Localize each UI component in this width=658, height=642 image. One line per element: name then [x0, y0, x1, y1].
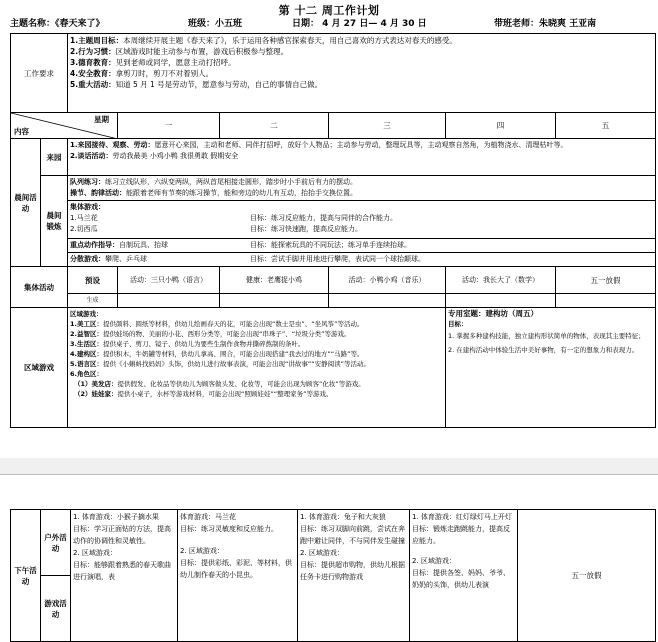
- work-req-line: 4.安全教育：拿剪刀时，剪刀不对着别人。: [70, 69, 214, 78]
- afternoon-mon: 1. 体育游戏：小猴子摘水果 目标：学习正面钻的方法，提高动作的协调性和灵敏性。 2. 区域游戏： 目标：能够跟着熟悉的春天歌曲进行演唱，表: [71, 510, 178, 642]
- special-goal: 2. 在建构活动中体验生活中美好事物，有一定的想象力和表现力。: [448, 346, 639, 354]
- area-line: （2）娃娃家：提供小桌子，水杯等游戏材料，可能会出现“照顾娃娃”“整理家务”等游戏。: [74, 390, 333, 398]
- corner-weekday-label: 星期: [94, 115, 109, 124]
- collective-games: [68, 201, 656, 239]
- work-req-label: 工作要求: [11, 34, 68, 113]
- area-game-label: 区域游戏: [11, 308, 68, 428]
- gymnastics-line: 操节、韵律活动：能跟着老师有节奏的练习操节，能和旁边的幼儿有互动，抬抬手交换位置。: [70, 189, 357, 197]
- area-game-head: 区域游戏：: [70, 310, 103, 318]
- day-thu: 四: [446, 113, 556, 139]
- theme-name: 主题名称：《春天来了》: [10, 19, 105, 29]
- game-name: 1.马兰花: [70, 214, 98, 222]
- page-gap: [0, 458, 658, 474]
- arrival-label: 来园: [41, 139, 68, 176]
- scattered-goal: 目标：尝试手脚并用地进行攀爬，表试同一个球抬颠球。: [250, 255, 425, 263]
- teachers: 带班老师：朱晓爽 王亚南: [494, 19, 597, 29]
- goal-head: 目标：: [448, 320, 468, 328]
- arrival-line: 1.来园接待、观察、劳动：愿意开心来园，主动和老师、同伴打招呼，放好个人物品；主动参与劳动，整理玩具等，主动观察自然角，为植物浇水、清理枯叶等。: [70, 141, 568, 149]
- corner-content-label: 内容: [14, 127, 29, 136]
- focus-guidance: 重点动作指导：自制玩具、抬球 目标：能探索玩具的不同玩法；练习单手连续抬球。: [68, 239, 656, 253]
- activity-fri: 五一放假: [556, 267, 656, 294]
- afternoon-wed: 1. 体育游戏：兔子和大灰狼 目标：练习双脚向前跳，尝试在奔跑中避让同伴，不与同伴发生碰撞 2. 区域游戏： 目标：提供超市购物，供幼儿根据任务卡进行购物游戏: [298, 510, 410, 642]
- scattered-games: 分散游戏：攀爬、乒乓球 目标：尝试手脚并用地进行攀爬，表试同一个球抬颠球。: [68, 253, 656, 267]
- page-two: [0, 474, 658, 640]
- special-room-head: 专用室题：建构坊（周五）: [448, 309, 538, 318]
- outdoor-label: 户外活动: [41, 510, 71, 576]
- area-line: 2.益智区：提供蛙场的物、美丽的小花、西形分类等，可能会出现“串珠子”、“垃圾分类”等游戏。: [70, 330, 351, 338]
- plan-table: [10, 33, 656, 428]
- afternoon-label: 下午活动: [11, 510, 41, 642]
- class-name: 班级：小五班: [188, 19, 243, 29]
- area-line: 4.建构区：提供积木，牛奶罐等材料，供幼儿拿高、围合，可能会出现搭建“我去过的地方”“马路”等。: [70, 350, 364, 358]
- work-req-line: 1.主题周目标：本周继续开展主题《春天来了》，乐于运用各种感官探索春天，用自己喜欢的方式表达对春天的感受。: [70, 36, 457, 45]
- header-info: [10, 16, 655, 30]
- preset-label: 预设: [68, 267, 118, 294]
- work-req-line: 2.行为习惯：区域游戏时能主动参与布置，游戏后积极参与整理。: [70, 47, 289, 56]
- exercise-basic: [68, 176, 656, 201]
- work-req-content: [68, 34, 656, 113]
- generated-label: 生成: [68, 294, 118, 308]
- game-row: [70, 224, 653, 235]
- arrival-line: 2.谈话活动：劳动我最美 小鸡小鸭 我很勇敢 假期安全: [70, 152, 239, 160]
- day-wed: 三: [329, 113, 446, 139]
- work-req-line: 3.德育教育：见到老师或同学，愿意主动打招呼。: [70, 58, 236, 67]
- game-goal: 目标：练习快速跑，提高反应能力。: [250, 225, 362, 233]
- area-line: 1.美工区：提供颜料、圆纸等材料，供幼儿绘画春天的花，可能会出现“数士是虫”、“坐风筝”等活动。: [70, 320, 364, 328]
- day-tue: 二: [220, 113, 329, 139]
- afternoon-fri: 五一放假: [518, 510, 656, 642]
- exercise-label: 晨间锻炼: [41, 176, 68, 267]
- collective-head: 集体游戏：: [70, 203, 105, 211]
- game-name: 2.切西瓜: [70, 225, 98, 233]
- afternoon-thu: 1. 体育游戏：红灯绿灯马上开灯 目标：锻炼走跑跳能力，提高反应能力。 2. 区域游戏： 目标：提供各签、妈妈、爷爷、奶奶的头饰，供幼儿表演: [410, 510, 518, 642]
- arrival-content: [68, 139, 656, 176]
- date-range: 日期： 4 月 27 日— 4 月 30 日: [292, 19, 427, 29]
- work-req-line: 5.重大活动：知道 5 月 1 号是劳动节，愿意参与劳动，自己的事情自己做。: [70, 80, 323, 89]
- activity-thu: 活动：我长大了（数学）: [446, 267, 556, 294]
- afternoon-table: [10, 509, 656, 642]
- page-title: 第 十二 周工作计划: [278, 4, 380, 17]
- day-fri: 五: [556, 113, 656, 139]
- area-line: 6.角色区：: [70, 370, 103, 378]
- game-row: [70, 213, 653, 224]
- game-goal: 目标：练习反应能力，提高与同伴的合作能力。: [250, 214, 397, 222]
- focus-goal: 目标：能探索玩具的不同玩法；练习单手连续抬球。: [250, 241, 411, 249]
- week-corner-cell: [11, 113, 118, 139]
- special-room-content: [446, 308, 656, 428]
- morning-label: 晨间活动: [11, 139, 41, 267]
- area-game-content: [68, 308, 446, 428]
- special-goal: 1. 掌握多种建构技能，独立建构形状简单的物体，表现其主要特征；: [448, 332, 645, 340]
- area-line: 5.语言区：提供《小蝌蚪找妈妈》头饰，供幼儿进行故事表演，可能会出现“讲故事”“安静阅读”等活动。: [70, 360, 370, 368]
- activity-wed: 活动：小鸭小鸡（音乐）: [329, 267, 446, 294]
- day-mon: 一: [118, 113, 220, 139]
- area-line: 3.生活区：提供桌子、剪刀、镜子、供幼儿为要些生制作食物并撕碎熬制的条叶。: [70, 340, 305, 348]
- area-line: （1）美发店：提供假发、化妆品等供幼儿为顾客做头发、化妆等，可能会出现为顾客“化妆”等游戏。: [74, 380, 365, 388]
- afternoon-tue: 体育游戏：马兰花 目标：练习灵敏度和反应能力。 2. 区域游戏： 目标：提供彩纸、彩泥、等材料，供幼儿制作春天的小昆虫。: [178, 510, 298, 642]
- area-activity-label: 游戏活动: [41, 576, 71, 642]
- group-activity-label: 集体活动: [11, 267, 68, 308]
- activity-tue: 健康：老鹰捉小鸡: [220, 267, 329, 294]
- activity-mon: 活动：三只小鸭（语言）: [118, 267, 220, 294]
- formation-line: 队列练习：练习立线队形，六纵变两纵，两纵首尾相接走圆形，踏步时小手前后有力的摆动。: [70, 178, 357, 186]
